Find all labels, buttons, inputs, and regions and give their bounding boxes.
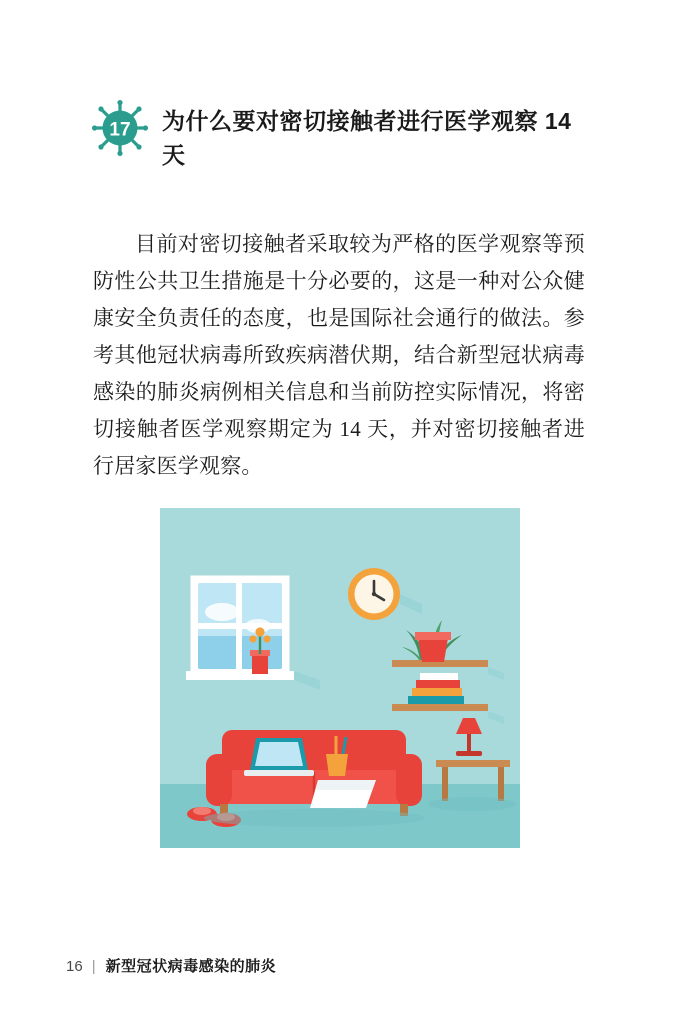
section-heading [92,98,592,172]
page-footer [66,955,276,976]
living-room-illustration [160,508,520,848]
footer-separator: | [91,958,96,975]
body-paragraph: 目前对密切接触者采取较为严格的医学观察等预防性公共卫生措施是十分必要的，这是一种对公众健康安全负责任的态度，也是国际社会通行的做法。参考其他冠状病毒所致疾病潜伏期，结合新型冠状病毒感染的肺炎病例相关信息和当前防控实际情况，将密切接触者医学观察期定为 14 天，并对密切接触者进行居家医学观察。 [93,232,585,478]
page-number: 16 [66,958,83,975]
virus-icon [92,100,148,156]
book-title: 新型冠状病毒感染的肺炎 [105,958,277,975]
section-title: 为什么要对密切接触者进行医学观察 14 天 [162,108,572,168]
section-number: 17 [109,119,131,141]
